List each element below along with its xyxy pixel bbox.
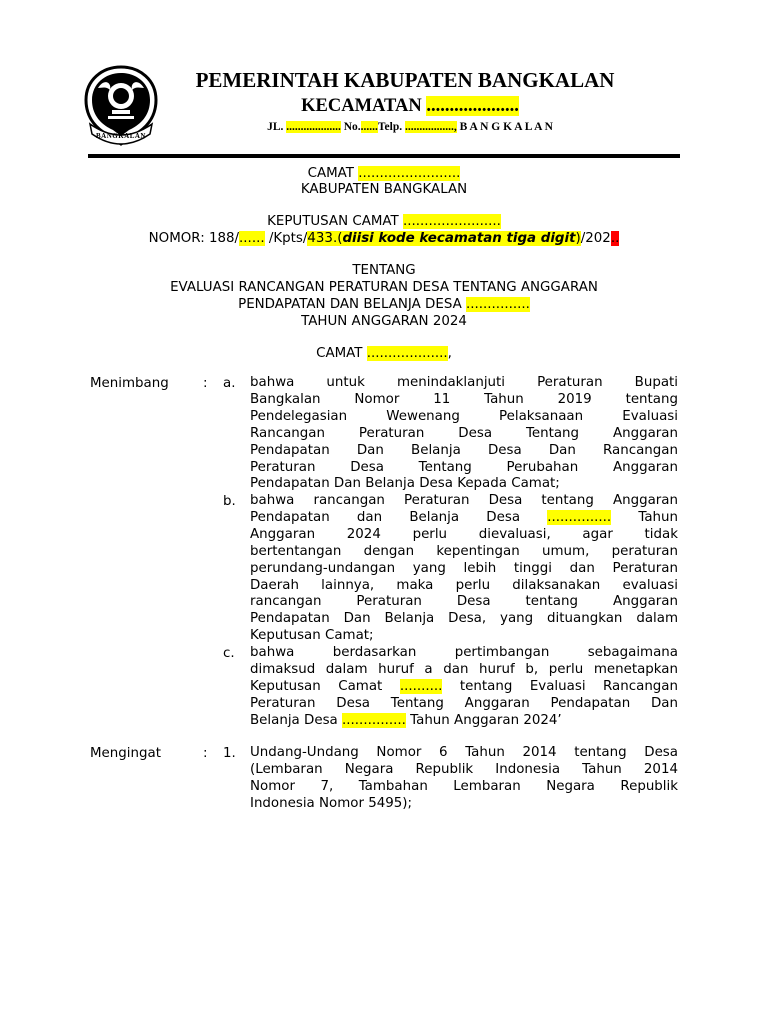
nomor-prefix: NOMOR: 188/ [148, 231, 240, 246]
keputusan-heading [0, 213, 768, 230]
menimbang-b-line: Anggaran 2024 perlu dievaluasi, agar tidak [250, 526, 678, 542]
menimbang-c-line [250, 713, 678, 730]
address-jl-blank: ................... [286, 121, 341, 133]
mengingat-1-line: Indonesia Nomor 5495); [250, 795, 413, 811]
kecamatan-line [150, 94, 670, 118]
menimbang-b-line: bahwa rancangan Peraturan Desa tentang Anggaran [250, 493, 678, 508]
nomor-code: 433.( [307, 231, 343, 246]
mengingat-label: Mengingat [90, 746, 161, 761]
menimbang-b-blank: ............... [547, 509, 612, 525]
camat-opening-suffix: , [447, 346, 452, 361]
mengingat-1-line: Nomor 7, Tambahan Lembaran Negara Republik [250, 778, 678, 794]
nomor-blank: ...... [239, 231, 265, 246]
menimbang-letter-a: a. [223, 376, 236, 391]
menimbang-a-line: bahwa untuk menindaklanjuti Peraturan Bupati [250, 375, 678, 390]
menimbang-c-line [250, 679, 678, 696]
menimbang-item-c [250, 645, 678, 730]
menimbang-label: Menimbang [90, 376, 169, 391]
address-jl: JL. [267, 121, 284, 133]
menimbang-c-line: bahwa berdasarkan pertimbangan sebagaimana [250, 645, 678, 660]
title-line-2 [0, 296, 768, 313]
mengingat-item-1 [250, 745, 678, 813]
title-line-2-blank: ............... [466, 297, 530, 312]
mengingat-1-line: (Lembaran Negara Republik Indonesia Tahun 2014 [250, 761, 678, 777]
camat-opening-label: CAMAT [316, 346, 363, 361]
kabupaten-heading: KABUPATEN BANGKALAN [300, 182, 468, 197]
menimbang-b-line: perundang-undangan yang lebih tinggi dan Peraturan [250, 560, 678, 576]
nomor-hint: diisi kode kecamatan tiga digit [342, 231, 576, 246]
camat-heading [0, 165, 768, 182]
menimbang-a-line: Pendelegasian Wewenang Pelaksanaan Evaluasi [250, 408, 678, 424]
nomor-year-blank: .. [610, 231, 620, 246]
mengingat-number-1: 1. [223, 746, 236, 761]
government-title: PEMERINTAH KABUPATEN BANGKALAN [195, 68, 615, 92]
menimbang-item-a [250, 375, 678, 493]
nomor-close: ) [575, 231, 581, 246]
regency-emblem [82, 64, 160, 148]
address-city: B A N G K A L A N [459, 121, 553, 133]
menimbang-a-line: Bangkalan Nomor 11 Tahun 2019 tentang [250, 391, 678, 407]
title-line-2-prefix: PENDAPATAN DAN BELANJA DESA [238, 297, 462, 312]
menimbang-a-line: Pendapatan Dan Belanja Desa Dan Rancangan [250, 442, 678, 458]
camat-opening-blank: ................... [366, 346, 448, 361]
menimbang-b-line: Daerah lainnya, maka perlu dilaksanakan evaluasi [250, 577, 678, 593]
menimbang-b-line: Pendapatan Dan Belanja Desa, yang dituangkan dalam [250, 611, 678, 627]
title-line-3: TAHUN ANGGARAN 2024 [301, 314, 467, 329]
kecamatan-blank: .................... [426, 96, 519, 116]
menimbang-c-line5-suffix: Tahun Anggaran 2024’ [410, 712, 562, 728]
menimbang-c-line3-suffix: tentang Evaluasi Rancangan [459, 678, 678, 694]
address-telp: Telp. [377, 121, 403, 133]
mengingat-1-line: Undang-Undang Nomor 6 Tahun 2014 tentang Desa [250, 745, 678, 760]
menimbang-b-line2-prefix: Pendapatan dan Belanja Desa [250, 509, 521, 525]
menimbang-c-line: Peraturan Desa Tentang Anggaran Pendapatan Dan [250, 695, 678, 711]
menimbang-a-line: Pendapatan Dan Belanja Desa Kepada Camat; [250, 476, 560, 492]
address-no-blank: ...... [360, 121, 378, 133]
nomor-line [0, 230, 768, 247]
address-no: No. [343, 121, 361, 133]
menimbang-colon: : [203, 376, 208, 391]
menimbang-c-line5-prefix: Belanja Desa [250, 712, 338, 728]
title-line-1: EVALUASI RANCANGAN PERATURAN DESA TENTANG ANGGARAN [170, 280, 598, 295]
letterhead-rule [88, 154, 680, 158]
kecamatan-label: KECAMATAN [301, 96, 422, 116]
nomor-mid: /Kpts/ [264, 231, 308, 246]
tentang-heading: TENTANG [352, 263, 416, 278]
emblem-label: BANGKALAN [95, 132, 146, 140]
address-telp-blank: ................., [404, 121, 457, 133]
menimbang-letter-c: c. [223, 646, 235, 661]
menimbang-c-line3-prefix: Keputusan Camat [250, 678, 383, 694]
mengingat-colon: : [203, 746, 208, 761]
menimbang-letter-b: b. [223, 494, 236, 509]
keputusan-blank: ....................... [403, 214, 501, 229]
menimbang-a-line: Peraturan Desa Tentang Perubahan Anggaran [250, 459, 678, 475]
menimbang-b-line2-suffix: Tahun [638, 509, 678, 525]
camat-blank: ........................ [358, 166, 461, 181]
camat-label: CAMAT [307, 166, 354, 181]
menimbang-a-line: Rancangan Peraturan Desa Tentang Anggaran [250, 425, 678, 441]
nomor-slash: /202 [580, 231, 611, 246]
menimbang-b-line: rancangan Peraturan Desa tentang Anggaran [250, 594, 678, 610]
camat-opening [0, 345, 768, 362]
menimbang-b-line: Keputusan Camat; [250, 628, 374, 644]
menimbang-b-line [250, 510, 678, 527]
menimbang-c-blank2: ............... [342, 712, 406, 728]
address-line [190, 119, 630, 135]
menimbang-item-b [250, 493, 678, 645]
menimbang-c-blank: .......... [399, 678, 443, 694]
menimbang-b-line: bertentangan dengan kepentingan umum, peraturan [250, 543, 678, 559]
keputusan-label: KEPUTUSAN CAMAT [267, 214, 399, 229]
menimbang-c-line: dimaksud dalam huruf a dan huruf b, perlu menetapkan [250, 661, 678, 677]
